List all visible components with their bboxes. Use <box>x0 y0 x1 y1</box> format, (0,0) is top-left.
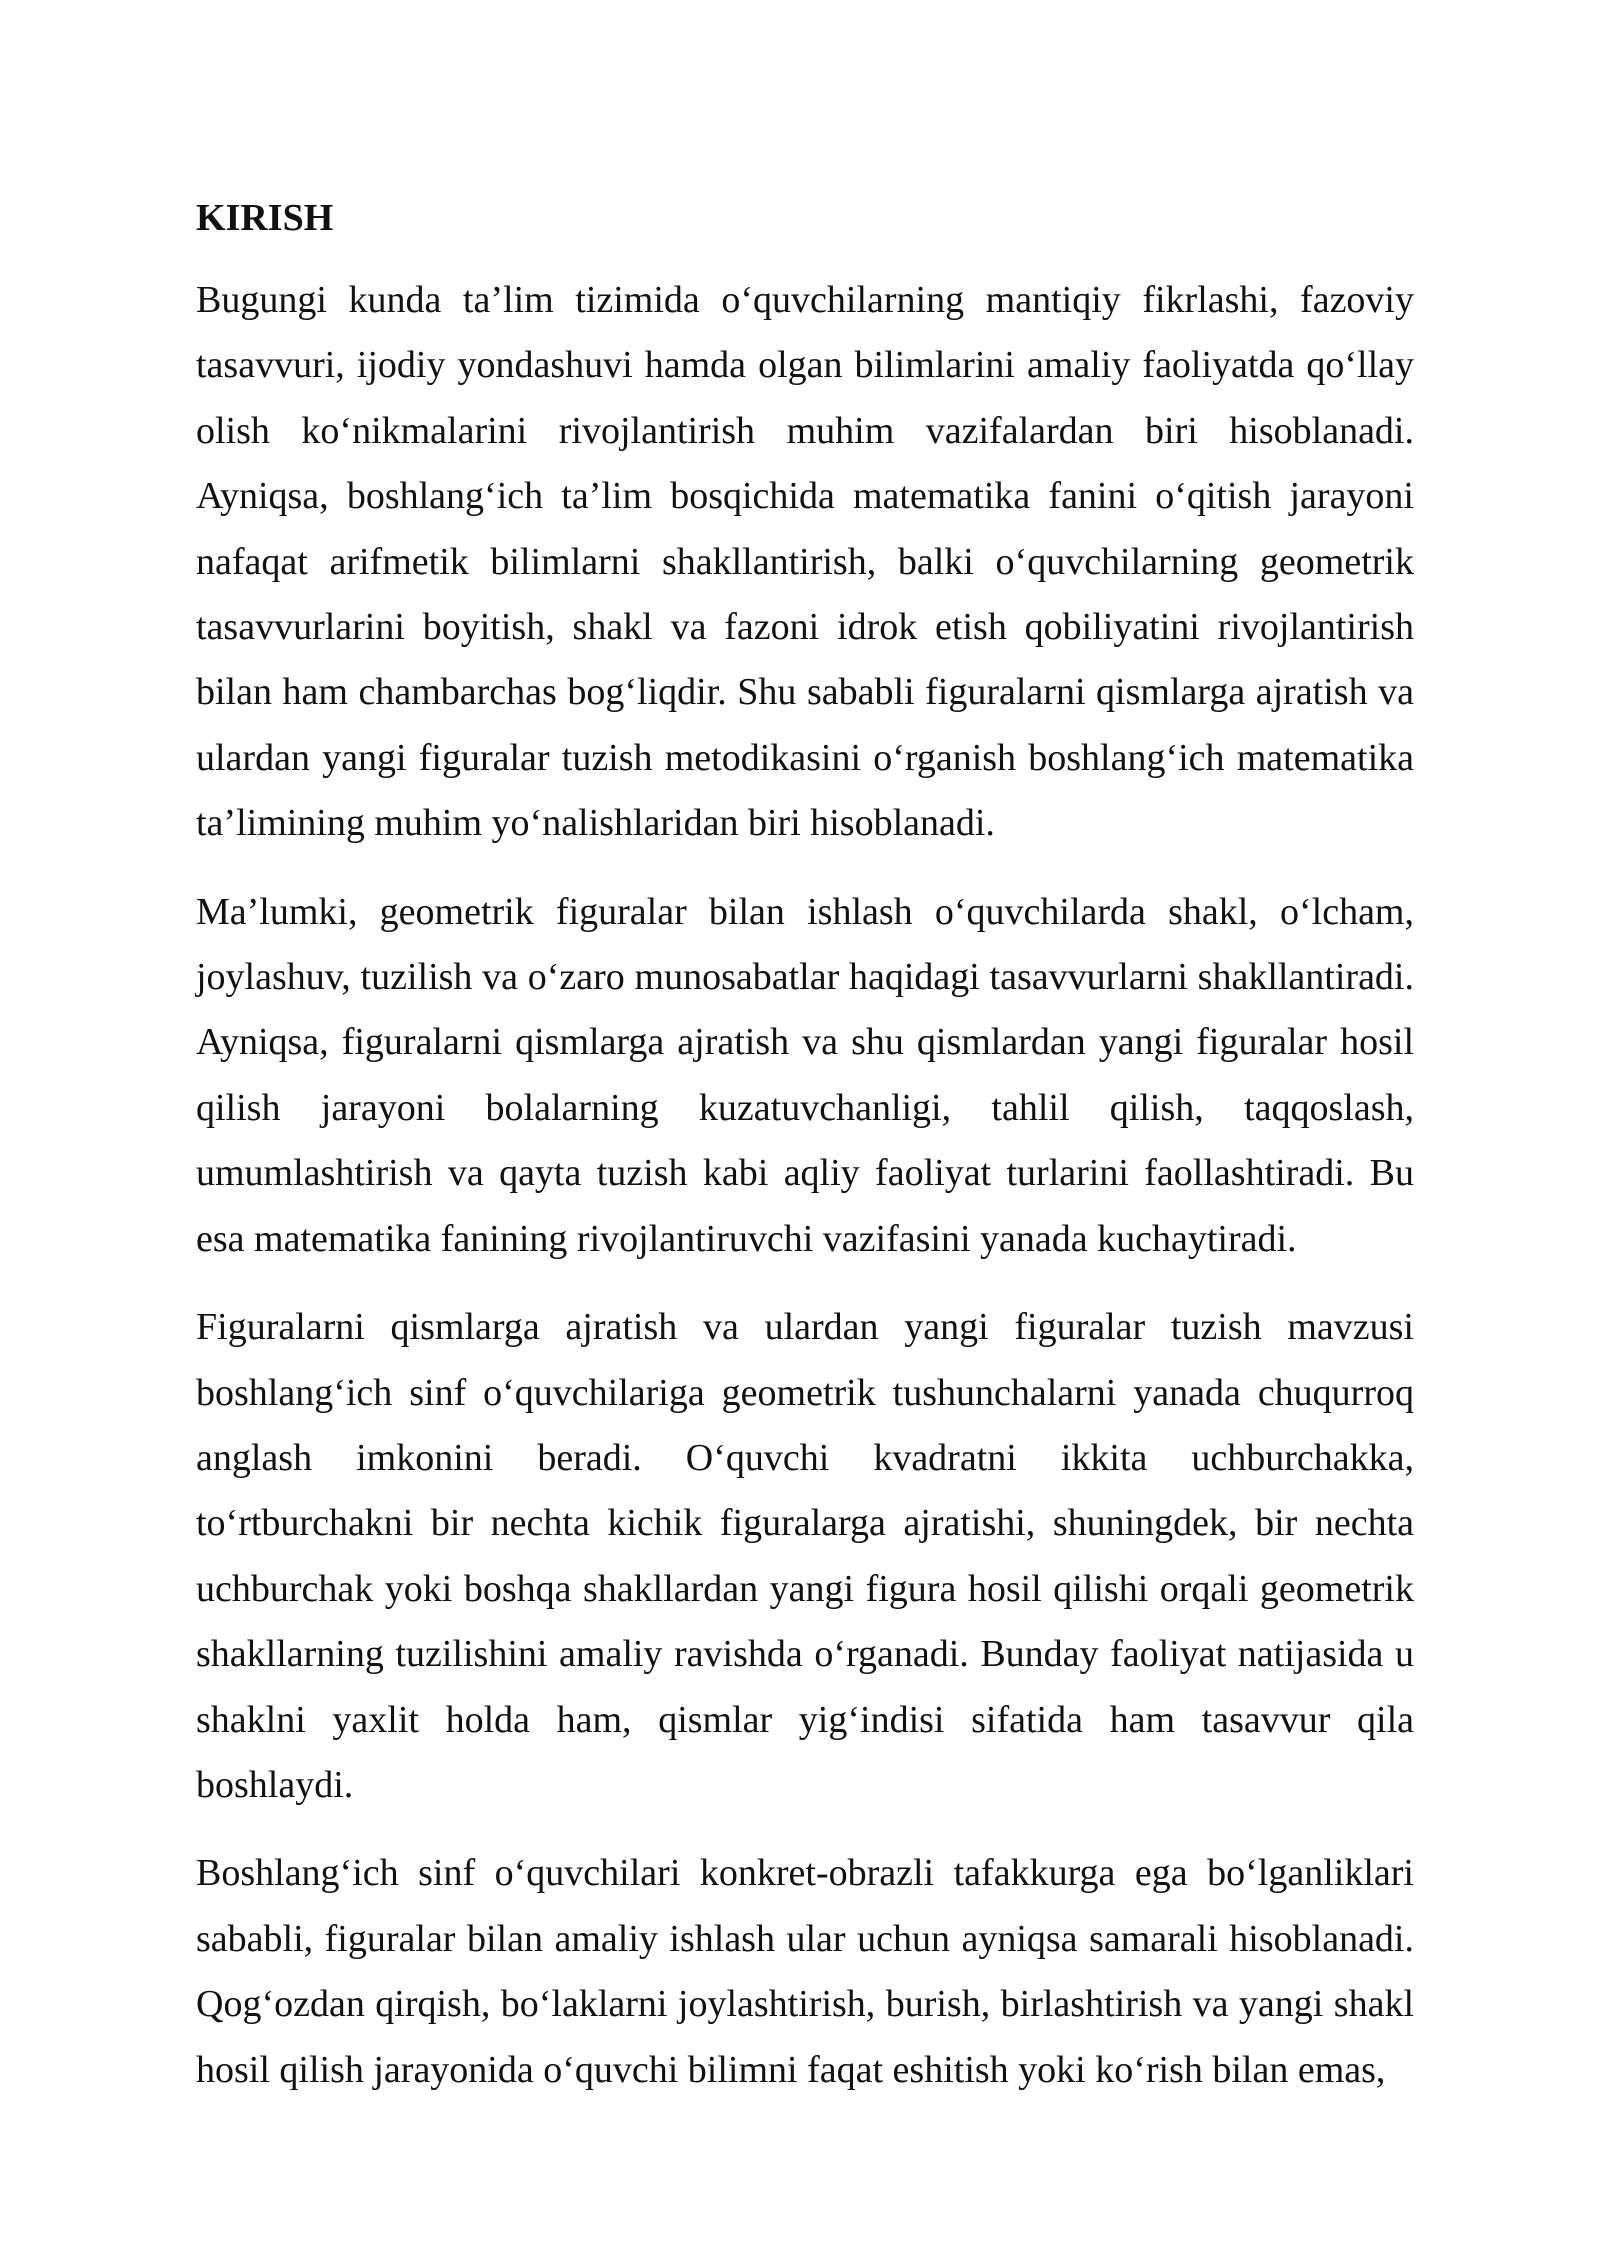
paragraph-1: Bugungi kunda ta’lim tizimida o‘quvchilarning mantiqiy fikrlashi, fazoviy tasavvuri, ijodiy yondashuvi hamda olgan bilimlarini amaliy faoliyatda qo‘llay olish ko‘nikmalarini rivojlantirish muhim vazifalardan biri hisoblanadi. Ayniqsa, boshlang‘ich ta’lim bosqichida matematika fanini o‘qitish jarayoni nafaqat arifmetik bilimlarni shakllantirish, balki o‘quvchilarning geometrik tasavvurlarini boyitish, shakl va fazoni idrok etish qobiliyatini rivojlantirish bilan ham chambarchas bog‘liqdir. Shu sababli figuralarni qismlarga ajratish va ulardan yangi figuralar tuzish metodikasini o‘rganish boshlang‘ich matematika ta’limining muhim yo‘nalishlaridan biri hisoblanadi. <box>196 279 1414 845</box>
paragraph-4: Boshlang‘ich sinf o‘quvchilari konkret-obrazli tafakkurga ega bo‘lganliklari sababli, figuralar bilan amaliy ishlash ular uchun ayniqsa samarali hisoblanadi. Qog‘ozdan qirqish, bo‘laklarni joylashtirish, burish, birlashtirish va yangi shakl hosil qilish jarayonida o‘quvchi bilimni faqat eshitish yoki ko‘rish bilan emas, <box>196 1852 1414 2091</box>
paragraph-3: Figuralarni qismlarga ajratish va ulardan yangi figuralar tuzish mavzusi boshlang‘ich sinf o‘quvchilariga geometrik tushunchalarni yanada chuqurroq anglash imkonini beradi. O‘quvchi kvadratni ikkita uchburchakka, to‘rtburchakni bir nechta kichik figuralarga ajratishi, shuningdek, bir nechta uchburchak yoki boshqa shakllardan yangi figura hosil qilishi orqali geometrik shakllarning tuzilishini amaliy ravishda o‘rganadi. Bunday faoliyat natijasida u shaklni yaxlit holda ham, qismlar yig‘indisi sifatida ham tasavvur qila boshlaydi. <box>196 1306 1414 1806</box>
paragraph-2: Ma’lumki, geometrik figuralar bilan ishlash o‘quvchilarda shakl, o‘lcham, joylashuv, tuzilish va o‘zaro munosabatlar haqidagi tasavvurlarni shakllantiradi. Ayniqsa, figuralarni qismlarga ajratish va shu qismlardan yangi figuralar hosil qilish jarayoni bolalarning kuzatuvchanligi, tahlil qilish, taqqoslash, umumlashtirish va qayta tuzish kabi aqliy faoliyat turlarini faollashtiradi. Bu esa matematika fanining rivojlantiruvchi vazifasini yanada kuchaytiradi. <box>196 890 1414 1260</box>
document-page <box>196 188 1414 2126</box>
section-heading: KIRISH <box>196 197 334 239</box>
